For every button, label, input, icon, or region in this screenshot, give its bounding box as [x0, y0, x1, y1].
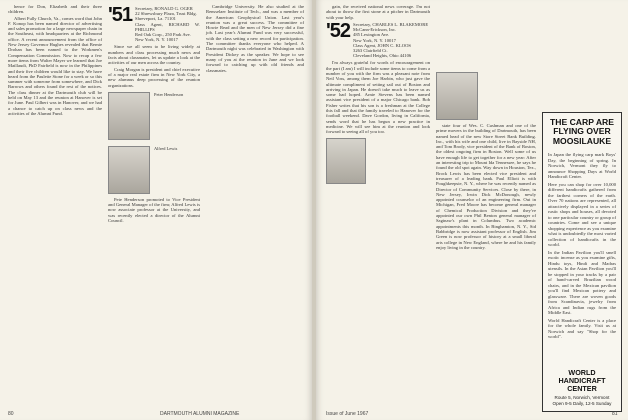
officer-line: 3263 Clairfield Ct.	[353, 47, 388, 53]
officer-line: Red Oak Corp., 250 Park Ave.	[135, 32, 191, 38]
ad-paragraph: In Japan the flying carp mark Boys' Day, the beginning of spring. In Norwich, Vermont they fly to announce Shopping Days at World Handicraft Center.	[548, 152, 616, 180]
officer-line: 485 Lexington Ave.	[353, 32, 390, 38]
ad-copy	[548, 152, 616, 365]
column-body-text: Pete Henderson promoted to Vice President and General Manager of the firm; Alfred Lewis is now associate professor at the University, and was recently elected a director of the Alumni Council.	[108, 196, 200, 223]
ad-address-line: Open 9-5 Daily, 12-5 Sunday	[552, 400, 612, 406]
class-officers	[353, 22, 428, 58]
column-body-text: Craig Morgan is president and chief executive of a major real estate firm in New York City, a new alumnus deep processing of the reunion organizations.	[108, 66, 200, 88]
running-foot-left: DARTMOUTH ALUMNI MAGAZINE	[160, 411, 240, 417]
ad-paragraph: World Handicraft Center is a place for the whole family. Visit us at Norwich and say "Shop for the world".	[548, 317, 616, 340]
right-page	[316, 0, 628, 420]
handicraft-advertisement	[542, 112, 622, 412]
officer-line: Secretary, RONALD G. OGER	[135, 6, 193, 11]
officer-line: Shreveport, La. 71101	[135, 16, 176, 22]
portrait-photo	[108, 92, 150, 140]
class-officers	[135, 6, 200, 42]
left-column-3	[206, 4, 304, 74]
class-notes-header-52	[326, 19, 430, 59]
column-opening-text: hence for Don, Elizabeth and their three children.	[8, 4, 102, 15]
officer-line: 22 Shrewsbury Plaza, Trust Bldg.	[135, 11, 197, 17]
class-year-label: '51	[108, 4, 133, 26]
ad-address	[548, 395, 616, 406]
column-body-text: Cambridge University. He also studied at the Rensselaer Institute of Tech., and was a member of the American Geophysical Union. Last year's reunion was a great success. The committee of Howie Read and the men of New Jersey did a fine job. Last year's Alumni Fund was very successful, with the class setting a new record for participation. The committee thanks everyone who helped. A Dartmouth night was celebrated in Washington with President Dickey as the speaker. We hope to see many of you at the reunion in June and we look forward to catching up with old friends and classmates.	[206, 4, 304, 73]
class-notes-header-51	[108, 6, 200, 42]
left-column-1	[8, 4, 102, 117]
column-body-text: gain, the received national news coverage. I'm not about to throw the first stone at a pitcher in Dartmouth with your help.	[326, 4, 430, 20]
column-body-text: Since we all seem to be living widely at numbers and class processing much news and facts about classmates, let us update a look at the activities of our men across the country.	[108, 44, 200, 66]
ad-headline: THE CARP ARE FLYING OVER MOOSILAUKE	[550, 117, 614, 146]
officer-line: McCann-Erickson, Inc.	[353, 27, 397, 33]
ad-paragraph: In the Indian Pavilion you'll smell exotic incense as you examine gifts, Hindu toys, Hindi and Madras utensils. In the Asian Pavilion you'll be stopped in your tracks by a pair of hand-carved Brazilian wood chairs, and in the Mexican pavilion you'll find Mexican pottery and glassware. There are woven goods from Scandinavia, jewelry from Africa and Indian rugs from the Middle East.	[548, 249, 616, 316]
portrait-row	[108, 143, 200, 197]
officer-line: Cleveland Heights, Ohio 44106	[353, 53, 412, 59]
page-number-right: 81	[612, 411, 618, 417]
column-body-text: state four of Wes. C. Cushman and one of the prime movers in the building of Dartmouth, has been named head of the new Store Street Bank Building. Inc., with his wife and one child, live in Bayside NH, and Tom Brody, vice president of the Bank of Boston, the oldest ongoing firm in Boston. Well some of us have enough life to get together for a new year: After an interesting trip to Mount Ida Tennessee, he says he found the old spot again. Way down in Houston, Tex., Brock Lewis has been elected vice president and treasurer of a leading bank. Paul Elliott is with Poughkeepsie, N. Y., where he was recently named as Director of Community Services. Close by there, in New Jersey, Irwin Dick McDonough, newly appointed counselor of an engineering firm. Out in Michigan, Fred Moore has become general manager of Chemical Production Division and they've appointed our own Phil Benton general manager of Saginaw's plant in Columbus. Two academic appointments this month. In Binghamton, N. Y., Sid Babbridge is now assistant professor of English. Jim Green is now professor of history at a small liberal arts college in New England, where he and his family enjoy living in the country.	[436, 123, 536, 250]
ad-address-line: Route 5, Norwich, Vermont	[554, 395, 610, 401]
column-body-text: I'm always grateful for words of encouragement on the part (I am) I will include some items to come from a number of you with the firm was a pleasant note from Neil Voss, among them Joe Harbin, who just gave the ultimate compliment of setting sail out of Boston and arriving in Japan. He doesn't take much to leave us as some had hoped. Arnie Stevens has been named assistant vice president of a major Chicago bank. Bob Fisher writes that his son is a freshman at the College this fall and that the family traveled to Hanover for the football weekend. Dave Gordon, living in California, sends word that he has begun a new practice in medicine. We will see him at the reunion and look forward to seeing all of you too.	[326, 60, 430, 135]
portrait-row	[326, 135, 430, 187]
left-column-2	[108, 4, 200, 224]
left-page	[0, 0, 312, 420]
portrait-row	[108, 89, 200, 143]
officer-line: Class Agent, RICHARD W. PHILLIPS	[135, 21, 200, 32]
ad-business-name: WORLD HANDICRAFT CENTER	[558, 368, 606, 394]
officer-line: New York, N. Y. 10017	[353, 37, 396, 43]
portrait-photo	[108, 146, 150, 194]
officer-line: New York, N. Y. 10017	[135, 37, 178, 43]
class-year-label: '52	[326, 19, 351, 42]
right-column-2	[436, 4, 536, 251]
running-foot-right: Issue of June 1967	[326, 411, 369, 417]
portrait-photo	[326, 138, 366, 184]
column-body-text: Albert Fully Church, Va., comes word that John F. Konop has been named director of advertising and sales promotion for a large newspaper chain in the Southeast, with headquarters at the Richmond office. A recent announcement from the office of New Jersey Governor Hughes revealed that Bernie Drohan has been named to the Workmen's Compensation Commission. Now to recap a few more items from Walter Mayer we learned that Joe Maillaudi, PhD Fairfield is now in the Philippines and their five children would like to stay. We have heard from the Paulette Stone for a week or so this summer with someone from somewhere, and Dick Barrows and others found the rest of the notices. The class dinner at the Dartmouth club will be held on May 13 and the reunion at Hanover is set for June. Paul Gilbert was in Hanover, and we had a chance to catch up on class news and the activities of the Alumni Fund.	[8, 15, 102, 116]
right-column-1	[326, 4, 430, 187]
portrait-row	[436, 4, 536, 123]
photo-caption: Peter Henderson	[154, 91, 184, 97]
ad-paragraph: Here you can shop for over 10,000 different handicrafts gathered from the farthest corners of the earth. Over 70 nations are represented, all attractively displayed in a series of rustic shops and houses, all devoted to one particular country or group of countries. Come and see a unique shopping experience as you examine what is undoubtedly the most varied collection of handicrafts in the world.	[548, 181, 616, 248]
page-number-left: 80	[8, 411, 14, 417]
officer-line: Secretary, CHARLES L. BLAKEMORE	[353, 21, 429, 27]
photo-caption: Alfred Lewis	[154, 145, 178, 151]
officer-line: Class Agent, JOHN C. KLOOS	[353, 42, 411, 48]
portrait-photo	[436, 72, 478, 120]
